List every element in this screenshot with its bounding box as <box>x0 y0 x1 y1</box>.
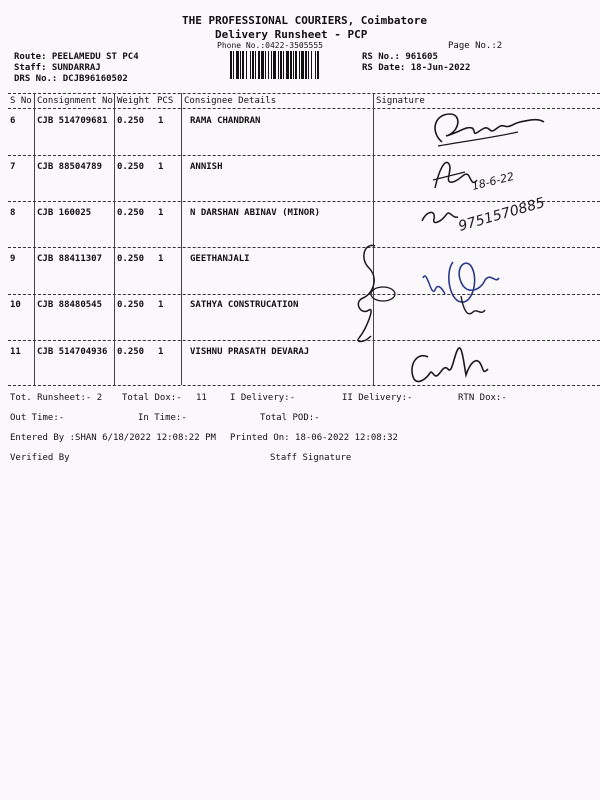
col-header-consignment: Consignment No <box>37 96 113 106</box>
table-bottom-rule <box>8 385 600 386</box>
row-weight: 0.250 <box>117 208 145 218</box>
col-header-weight: Weight <box>117 96 150 106</box>
row-consignee: VISHNU PRASATH DEVARAJ <box>190 347 310 357</box>
barcode-bar <box>236 51 239 79</box>
row-consignment: CJB 88504789 <box>37 162 103 172</box>
company-name: THE PROFESSIONAL COURIERS, Coimbatore <box>182 14 428 27</box>
row-pcs: 1 <box>158 208 164 218</box>
barcode-bar <box>308 51 309 79</box>
row-consignment: CJB 88411307 <box>37 254 103 264</box>
row-weight: 0.250 <box>117 254 145 264</box>
row-sno: 8 <box>10 208 16 218</box>
barcode-bar <box>240 51 241 79</box>
tot-runsheet: Tot. Runsheet:- 2 <box>10 393 103 403</box>
barcode-bar <box>305 51 307 79</box>
row-consignment: CJB 514709681 <box>37 116 108 126</box>
row-sno: 11 <box>10 347 21 357</box>
staff-label: Staff: SUNDARRAJ <box>14 63 101 73</box>
row-sno: 7 <box>10 162 16 172</box>
row-consignment: CJB 160025 <box>37 208 92 218</box>
col-header-pcs: PCS <box>157 96 174 106</box>
barcode-bar <box>315 51 316 79</box>
barcode-bar <box>311 51 312 79</box>
page-number: Page No.:2 <box>448 41 503 51</box>
row-sno: 9 <box>10 254 16 264</box>
row-pcs: 1 <box>158 347 164 357</box>
ii-delivery: II Delivery:- <box>342 393 413 403</box>
barcode-bar <box>286 51 289 79</box>
col-divider-2 <box>114 93 115 385</box>
barcode-bar <box>255 51 256 79</box>
verified-by: Verified By <box>10 453 70 463</box>
staff-signature-label: Staff Signature <box>270 453 352 463</box>
barcode-bar <box>317 51 319 79</box>
col-divider-1 <box>34 93 35 385</box>
col-header-signature: Signature <box>376 96 425 106</box>
signature-row11 <box>400 335 500 390</box>
barcode-bar <box>271 51 272 79</box>
barcode-bar <box>301 51 304 79</box>
row-consignment: CJB 514704936 <box>37 347 108 357</box>
handwritten-phone: 9751570885 <box>456 194 547 235</box>
row-pcs: 1 <box>158 254 164 264</box>
entered-by: Entered By :SHAN 6/18/2022 12:08:22 PM <box>10 433 216 443</box>
row-weight: 0.250 <box>117 162 145 172</box>
barcode-bar <box>252 51 254 79</box>
route-label: Route: PEELAMEDU ST PC4 <box>14 52 139 62</box>
col-header-sno: S No <box>10 96 32 106</box>
barcode-bar <box>233 51 234 79</box>
barcode-bar <box>230 51 232 79</box>
row-consignment: CJB 88480545 <box>37 300 103 310</box>
barcode-bar <box>273 51 276 79</box>
row-sno: 10 <box>10 300 21 310</box>
barcode-bar <box>299 51 300 79</box>
row-weight: 0.250 <box>117 347 145 357</box>
total-dox-label: Total Dox:- <box>122 393 182 403</box>
signature-row9-10 <box>345 238 525 348</box>
barcode-bar <box>242 51 244 79</box>
row-pcs: 1 <box>158 300 164 310</box>
barcode-bar <box>280 51 282 79</box>
handwritten-date: 18-6-22 <box>470 169 516 193</box>
row-weight: 0.250 <box>117 116 145 126</box>
barcode-bar <box>283 51 284 79</box>
row-consignee: SATHYA CONSTRUCATION <box>190 300 299 310</box>
rs-number: RS No.: 961605 <box>362 52 438 62</box>
barcode-bar <box>265 51 266 79</box>
row-sno: 6 <box>10 116 16 126</box>
in-time: In Time:- <box>138 413 187 423</box>
signature-row8 <box>410 175 590 245</box>
barcode <box>230 51 354 79</box>
row-consignee: GEETHANJALI <box>190 254 250 264</box>
total-dox-value: 11 <box>196 393 207 403</box>
row-pcs: 1 <box>158 116 164 126</box>
out-time: Out Time:- <box>10 413 65 423</box>
barcode-bar <box>258 51 260 79</box>
rtn-dox: RTN Dox:- <box>458 393 507 403</box>
document-title: Delivery Runsheet - PCP <box>215 28 368 41</box>
row-pcs: 1 <box>158 162 164 172</box>
rs-date: RS Date: 18-Jun-2022 <box>362 63 471 73</box>
row-consignee: ANNISH <box>190 162 223 172</box>
signature-row6 <box>420 102 550 152</box>
printed-on: Printed On: 18-06-2022 12:08:32 <box>230 433 398 443</box>
phone-number: Phone No.:0422-3505555 <box>217 41 323 50</box>
barcode-bar <box>261 51 264 79</box>
barcode-bar <box>290 51 292 79</box>
table-top-rule <box>8 93 600 94</box>
total-pod: Total POD:- <box>260 413 320 423</box>
row-consignee: RAMA CHANDRAN <box>190 116 261 126</box>
col-header-consignee: Consignee Details <box>184 96 277 106</box>
col-divider-3 <box>181 93 182 385</box>
barcode-bar <box>278 51 279 79</box>
row-weight: 0.250 <box>117 300 145 310</box>
barcode-bar <box>295 51 297 79</box>
barcode-bar <box>293 51 294 79</box>
row-consignee: N DARSHAN ABINAV (MINOR) <box>190 208 321 218</box>
barcode-bar <box>246 51 247 79</box>
barcode-bar <box>250 51 251 79</box>
drs-number: DRS No.: DCJB96160502 <box>14 74 128 84</box>
i-delivery: I Delivery:- <box>230 393 296 403</box>
barcode-bar <box>268 51 269 79</box>
